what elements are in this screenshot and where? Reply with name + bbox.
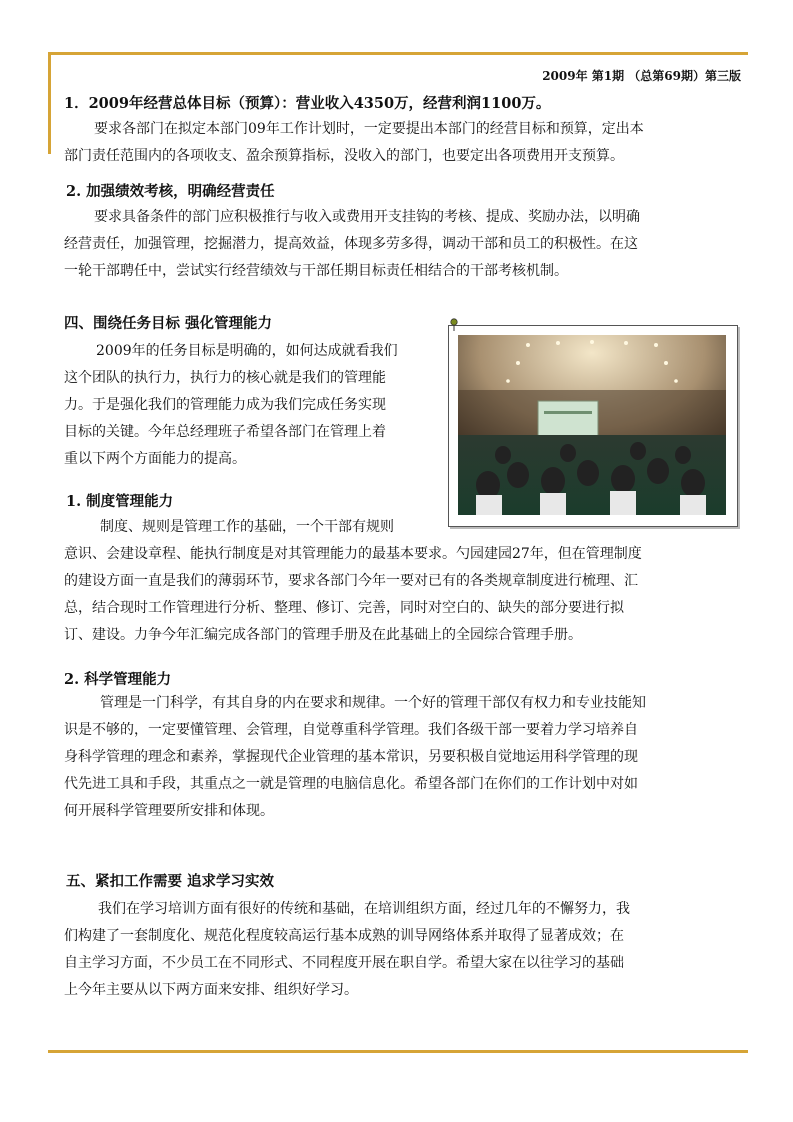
sub2-line-5: 何开展科学管理要所安排和体现。 bbox=[64, 803, 274, 819]
item2-line-2: 经营责任，加强管理，挖掘潜力，提高效益，体现多劳多得，调动干部和员工的积极性。在这 bbox=[64, 236, 638, 252]
section4-line-1: 2009年的任务目标是明确的，如何达成就看我们 bbox=[96, 343, 398, 359]
sub1-heading: 1. 制度管理能力 bbox=[66, 493, 174, 510]
section5-heading: 五、紧扣工作需要 追求学习实效 bbox=[66, 873, 275, 890]
section4-line-3: 力。于是强化我们的管理能力成为我们完成任务实现 bbox=[64, 397, 386, 413]
sub2-line-1: 管理是一门科学，有其自身的内在要求和规律。一个好的管理干部仅有权力和专业技能知 bbox=[100, 695, 646, 711]
issue-header: 2009年 第1期 （总第69期）第三版 bbox=[542, 69, 741, 83]
item1-line-2: 部门责任范围内的各项收支、盈余预算指标，没收入的部门，也要定出各项费用开支预算。 bbox=[64, 148, 624, 164]
item1-line-1: 要求各部门在拟定本部门09年工作计划时，一定要提出本部门的经营目标和预算，定出本 bbox=[94, 121, 644, 137]
bottom-rule bbox=[48, 1050, 748, 1053]
section4-heading: 四、围绕任务目标 强化管理能力 bbox=[64, 315, 273, 332]
left-rule bbox=[48, 52, 51, 154]
pushpin-icon bbox=[448, 318, 460, 332]
sub2-line-2: 识是不够的，一定要懂管理、会管理，自觉尊重科学管理。我们各级干部一要着力学习培养自 bbox=[64, 722, 638, 738]
section5-line-4: 上今年主要从以下两方面来安排、组织好学习。 bbox=[64, 982, 358, 998]
section4-paragraph bbox=[64, 338, 442, 473]
meeting-photo bbox=[458, 335, 726, 515]
sub1-line-4: 总，结合现时工作管理进行分析、整理、修订、完善，同时对空白的、缺失的部分要进行拟 bbox=[64, 600, 624, 616]
sub2-line-3: 身科学管理的理念和素养，掌握现代企业管理的基本常识，另要积极自觉地运用科学管理的现 bbox=[64, 749, 638, 765]
item1-paragraph bbox=[64, 116, 734, 170]
sub2-paragraph bbox=[64, 690, 736, 825]
section4-line-2: 这个团队的执行力，执行力的核心就是我们的管理能 bbox=[64, 370, 386, 386]
sub1-paragraph bbox=[64, 514, 736, 649]
section4-line-4: 目标的关键。今年总经理班子希望各部门在管理上着 bbox=[64, 424, 386, 440]
sub1-line-2: 意识、会建设章程、能执行制度是对其管理能力的最基本要求。勺园建园27年，但在管理制度 bbox=[64, 546, 642, 562]
section5-line-3: 自主学习方面，不少员工在不同形式、不同程度开展在职自学。希望大家在以往学习的基础 bbox=[64, 955, 624, 971]
sub1-line-5: 订、建设。力争今年汇编完成各部门的管理手册及在此基础上的全园综合管理手册。 bbox=[64, 627, 582, 643]
item2-line-1: 要求具备条件的部门应积极推行与收入或费用开支挂钩的考核、提成、奖励办法，以明确 bbox=[94, 209, 640, 225]
section5-line-1: 我们在学习培训方面有很好的传统和基础，在培训组织方面，经过几年的不懈努力，我 bbox=[98, 901, 630, 917]
sub2-heading: 2. 科学管理能力 bbox=[64, 671, 172, 688]
section5-line-2: 们构建了一套制度化、规范化程度较高运行基本成熟的训导网络体系并取得了显著成效；在 bbox=[64, 928, 624, 944]
section5-paragraph bbox=[64, 896, 736, 1004]
section4-line-5: 重以下两个方面能力的提高。 bbox=[64, 451, 246, 467]
item1-heading: 1．2009年经营总体目标（预算）：营业收入4350万，经营利润1100万。 bbox=[64, 95, 551, 112]
item2-line-3: 一轮干部聘任中，尝试实行经营绩效与干部任期目标责任相结合的干部考核机制。 bbox=[64, 263, 568, 279]
sub1-line-3: 的建设方面一直是我们的薄弱环节，要求各部门今年一要对已有的各类规章制度进行梳理、汇 bbox=[64, 573, 638, 589]
top-rule bbox=[48, 52, 748, 55]
item2-heading: 2. 加强绩效考核，明确经营责任 bbox=[66, 183, 275, 200]
sub2-line-4: 代先进工具和手段，其重点之一就是管理的电脑信息化。希望各部门在你们的工作计划中对如 bbox=[64, 776, 638, 792]
item2-paragraph bbox=[64, 204, 734, 285]
sub1-line-1: 制度、规则是管理工作的基础，一个干部有规则 bbox=[100, 519, 394, 535]
